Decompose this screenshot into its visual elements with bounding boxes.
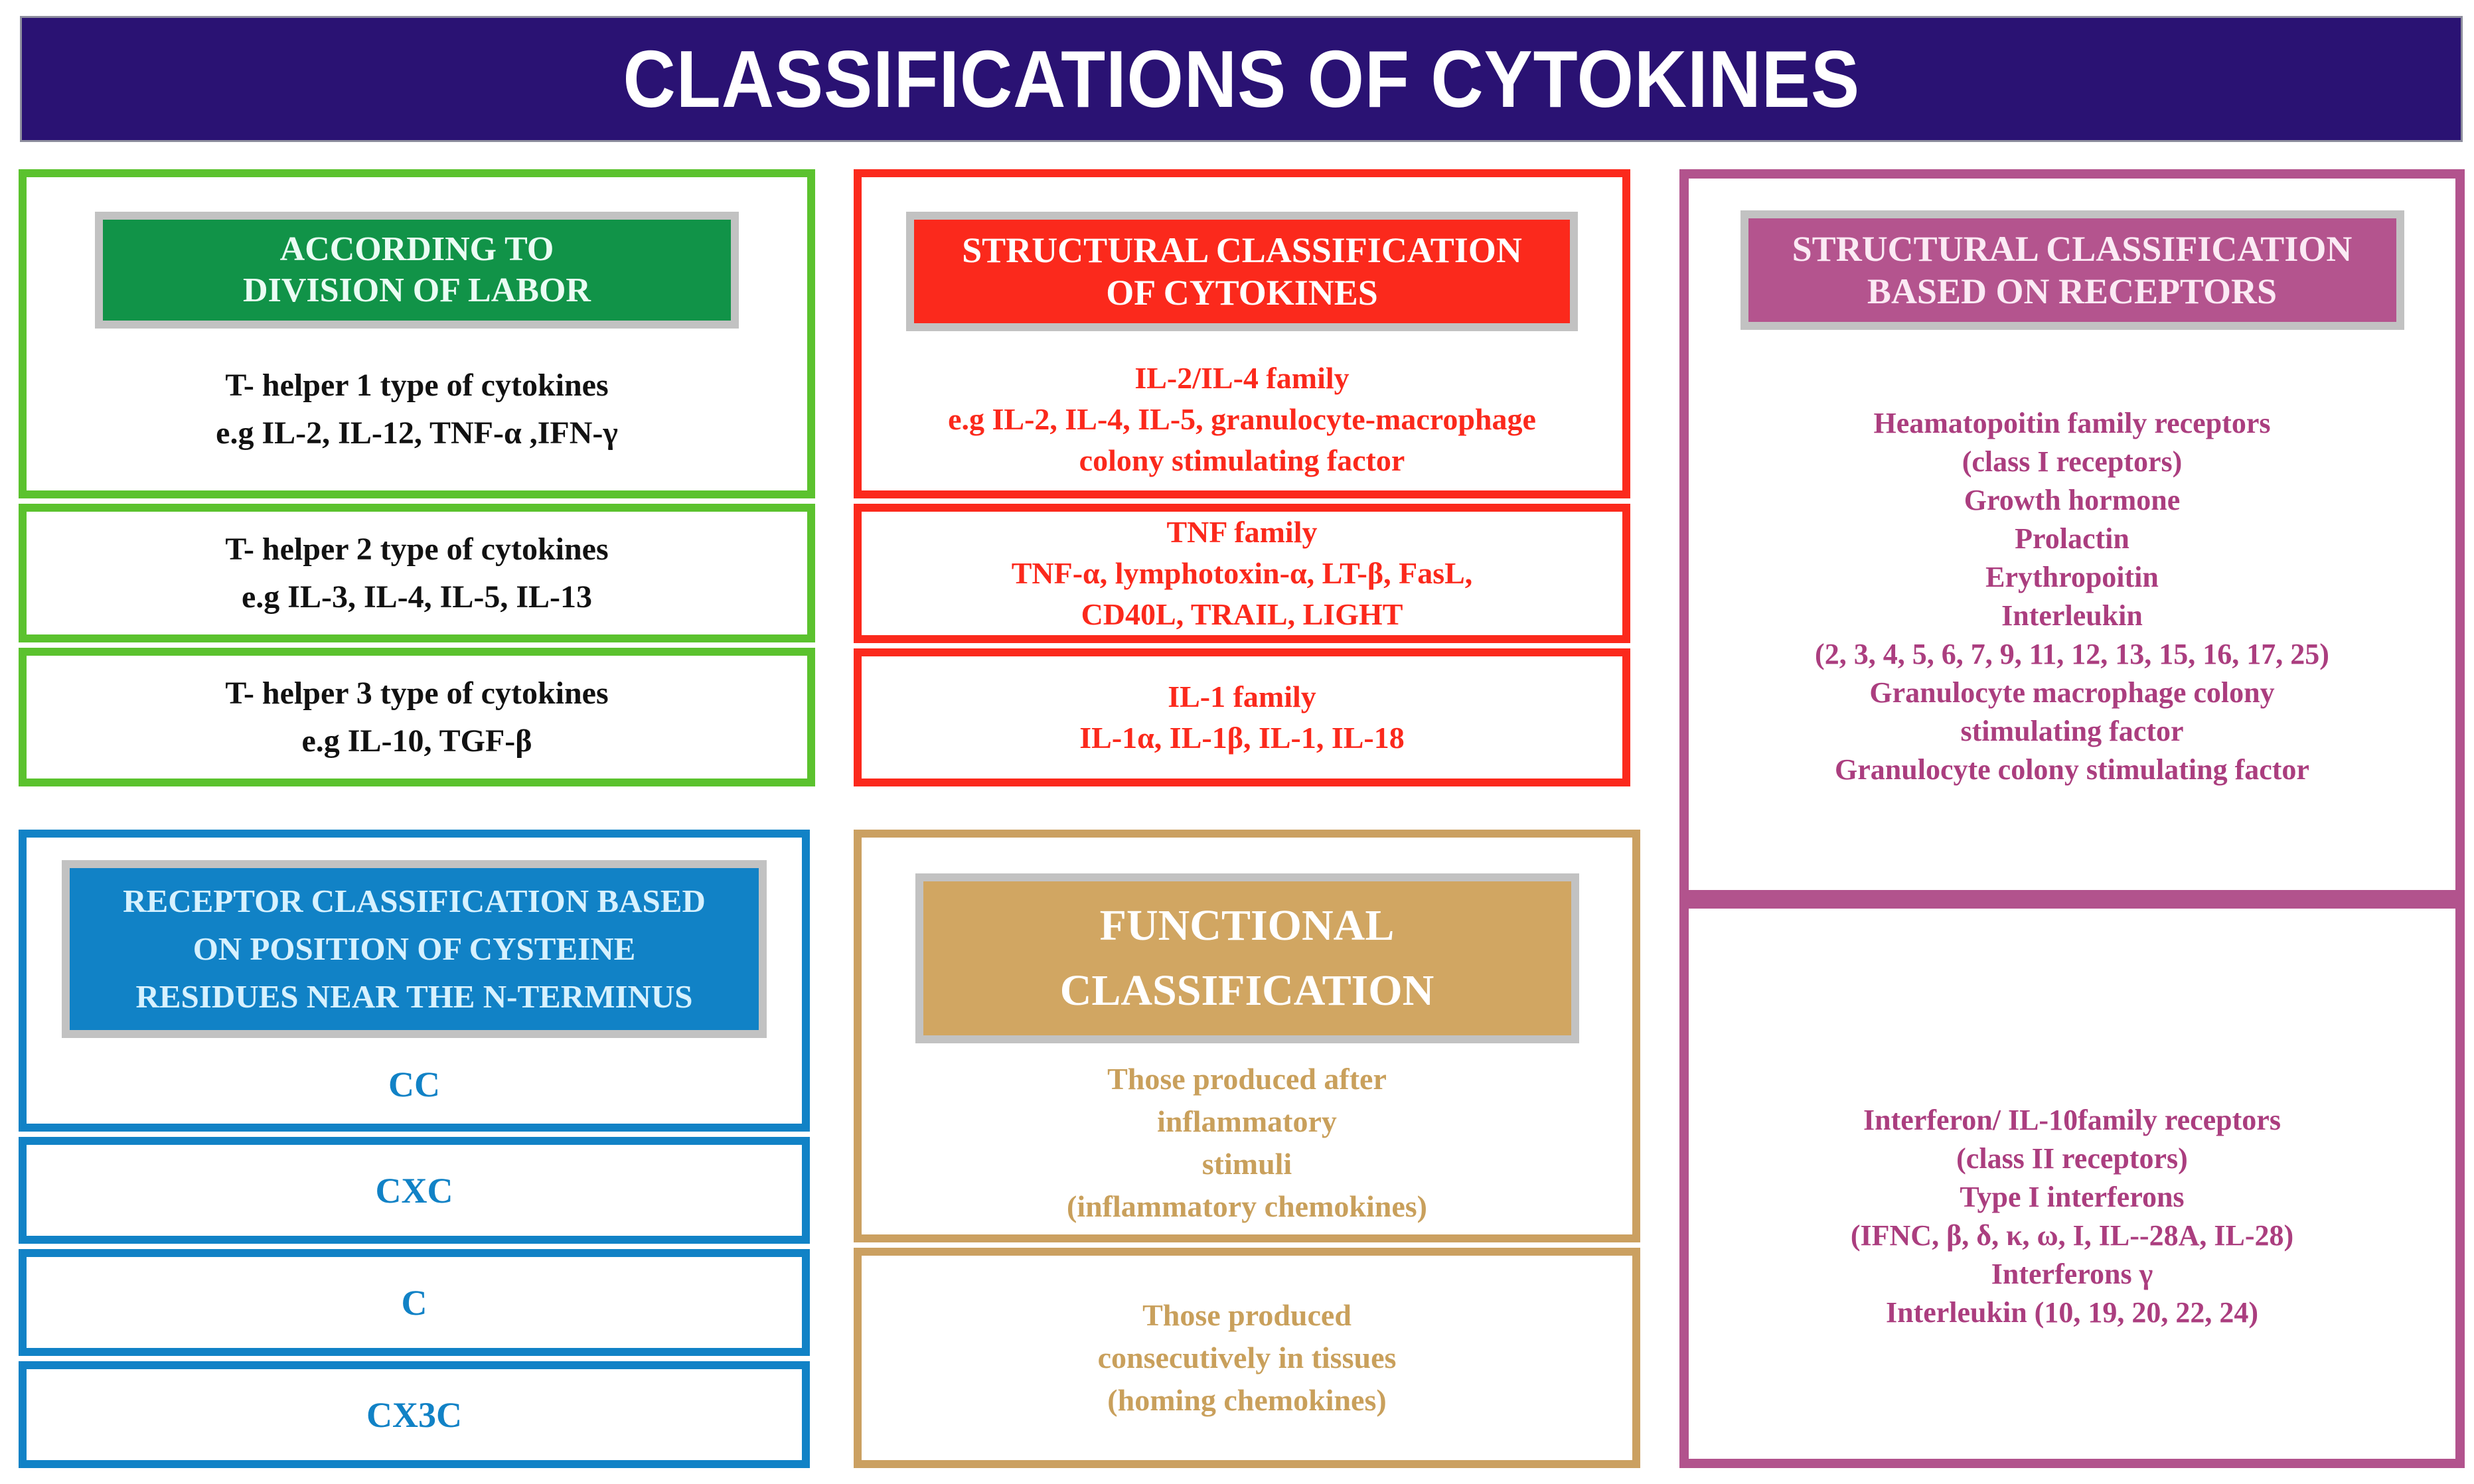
text-line: Type I interferons [1960, 1181, 2185, 1213]
text-line: e.g IL-2, IL-12, TNF-α ,IFN-γ [216, 415, 618, 451]
text-line: Those produced after [1107, 1062, 1387, 1096]
header-line: STRUCTURAL CLASSIFICATION [1792, 229, 2353, 269]
header-line: RESIDUES NEAR THE N-TERMINUS [135, 978, 693, 1015]
header-line: CLASSIFICATION [1059, 966, 1434, 1015]
header-line: RECEPTOR CLASSIFICATION BASED [123, 883, 706, 919]
class-i-receptors-cell [1679, 169, 2465, 899]
text-line: Granulocyte colony stimulating factor [1835, 753, 2309, 786]
text-line: e.g IL-10, TGF-β [301, 723, 532, 759]
division-of-labor-header [103, 220, 731, 321]
cysteine-receptor-cell-1 [19, 830, 810, 1132]
structural-classification-header-plate [906, 212, 1578, 331]
text-line: T- helper 2 type of cytokines [225, 531, 609, 567]
text-line: Growth hormone [1964, 484, 2181, 516]
receptor-structural-box [1679, 169, 2465, 1468]
page-title: CLASSIFICATIONS OF CYTOKINES [623, 34, 1860, 124]
text-line: IL-1α, IL-1β, IL-1, IL-18 [1079, 721, 1405, 755]
text-line: IL-2/IL-4 family [1134, 361, 1350, 395]
text-line: inflammatory [1157, 1104, 1337, 1138]
text-line: C [401, 1282, 427, 1323]
text-line: Heamatopoitin family receptors [1873, 407, 2271, 439]
text-line: (class II receptors) [1956, 1142, 2188, 1175]
text-line: Prolactin [2015, 522, 2129, 555]
division-of-labor-header-plate [95, 212, 739, 329]
class-i-receptors-text [1815, 404, 2329, 789]
text-line: (2, 3, 4, 5, 6, 7, 9, 11, 12, 13, 15, 16, 17, 25) [1815, 638, 2329, 670]
text-line: (IFNC, β, δ, κ, ω, I, IL--28A, IL-28) [1850, 1219, 2294, 1252]
text-line: Granulocyte macrophage colony [1869, 676, 2275, 709]
text-line: Interleukin [2001, 599, 2143, 632]
text-line: Erythropoitin [1985, 561, 2159, 593]
c-cell [19, 1249, 810, 1356]
text-line: e.g IL-2, IL-4, IL-5, granulocyte-macrophage [948, 402, 1536, 436]
text-line: stimulating factor [1960, 715, 2184, 747]
division-of-labor-cell-1 [19, 169, 815, 498]
cysteine-receptor-header [70, 868, 759, 1030]
header-line: FUNCTIONAL [1099, 901, 1395, 950]
structural-classification-cell-1 [854, 169, 1630, 498]
functional-classification-box [854, 830, 1640, 1468]
text-line: (inflammatory chemokines) [1067, 1189, 1427, 1223]
text-line: CX3C [366, 1394, 462, 1435]
text-line: e.g IL-3, IL-4, IL-5, IL-13 [241, 579, 593, 615]
text-line: Interferon/ IL-10family receptors [1863, 1104, 2281, 1136]
il2-il4-family-text [948, 358, 1536, 481]
text-line: CC [388, 1065, 440, 1104]
structural-classification-box [854, 169, 1630, 786]
text-line: IL-1 family [1168, 680, 1316, 713]
division-of-labor-box [19, 169, 815, 786]
header-line: OF CYTOKINES [1106, 273, 1378, 313]
text-line: (homing chemokines) [1107, 1383, 1387, 1417]
cc-label-wrap [388, 1061, 440, 1108]
homing-chemokines-cell [854, 1248, 1640, 1468]
class-ii-receptors-text [1851, 1101, 2293, 1332]
title-banner [20, 16, 2463, 142]
text-line: (class I receptors) [1962, 445, 2183, 478]
il1-family-cell [854, 648, 1630, 786]
text-line: Those produced [1142, 1298, 1352, 1332]
text-line: TNF family [1166, 515, 1318, 549]
t-helper-1-text [216, 362, 618, 457]
division-of-labor-cell-3 [19, 648, 815, 786]
cxc-cell [19, 1137, 810, 1244]
header-line: ON POSITION OF CYSTEINE [193, 930, 636, 967]
receptor-structural-header-plate [1740, 210, 2404, 330]
text-line: Interleukin (10, 19, 20, 22, 24) [1885, 1296, 2258, 1329]
inflammatory-chemokines-cell [854, 830, 1640, 1242]
text-line: T- helper 3 type of cytokines [225, 675, 609, 711]
text-line: CD40L, TRAIL, LIGHT [1081, 597, 1403, 631]
structural-classification-header [914, 220, 1570, 323]
receptor-structural-header [1748, 218, 2396, 322]
text-line: stimuli [1201, 1147, 1292, 1181]
tnf-family-cell [854, 504, 1630, 643]
division-of-labor-cell-2 [19, 504, 815, 642]
header-line: BASED ON RECEPTORS [1867, 271, 2278, 311]
text-line: CXC [375, 1170, 453, 1211]
text-line: consecutively in tissues [1097, 1341, 1397, 1374]
functional-classification-header [923, 881, 1571, 1035]
text-line: TNF-α, lymphotoxin-α, LT-β, FasL, [1011, 556, 1473, 590]
header-line: DIVISION OF LABOR [243, 271, 591, 309]
header-line: ACCORDING TO [279, 230, 554, 268]
text-line: colony stimulating factor [1079, 443, 1405, 477]
text-line: Interferons γ [1991, 1258, 2153, 1290]
cx3c-cell [19, 1361, 810, 1468]
cysteine-receptor-box [19, 830, 810, 1468]
header-line: STRUCTURAL CLASSIFICATION [962, 230, 1522, 270]
class-ii-receptors-cell [1679, 899, 2465, 1468]
text-line: T- helper 1 type of cytokines [225, 368, 609, 403]
cysteine-receptor-header-plate [62, 860, 767, 1038]
functional-classification-header-plate [915, 873, 1579, 1043]
inflammatory-chemokines-text [1067, 1058, 1427, 1228]
